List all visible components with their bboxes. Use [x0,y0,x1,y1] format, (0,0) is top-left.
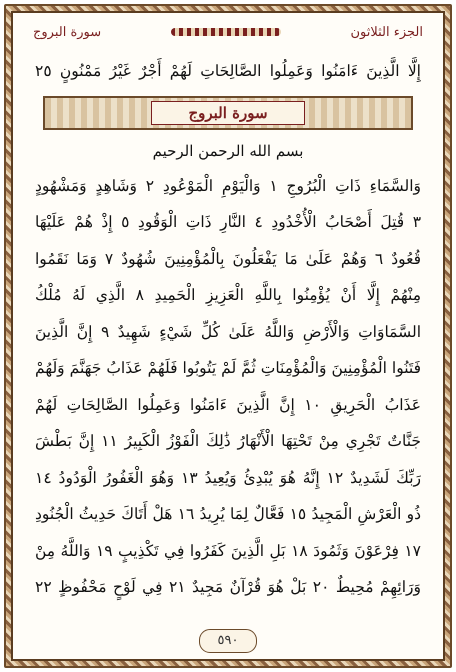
header-ornament-icon [171,28,281,36]
text-line: رَبِّكَ لَشَدِيدٌ ١٢ إِنَّهُ هُوَ يُبْدِئُ وَيُعِيدُ ١٣ وَهُوَ الْغَفُورُ الْوَدُودُ ١٤ [35,468,421,487]
text-lines [35,168,421,606]
text-line: قُعُودٌ ٦ وَهُمْ عَلَىٰ مَا يَفْعَلُونَ بِالْمُؤْمِنِينَ شُهُودٌ ٧ وَمَا نَقَمُوا [35,249,421,268]
page-header [33,21,423,43]
text-line: وَرَائِهِمْ مُحِيطٌ ٢٠ بَلْ هُوَ قُرْآنٌ مَجِيدٌ ٢١ فِي لَوْحٍ مَحْفُوظٍ ٢٢ [35,578,421,596]
text-line: ذُو الْعَرْشِ الْمَجِيدُ ١٥ فَعَّالٌ لِمَا يُرِيدُ ١٦ هَلْ أَتَاكَ حَدِيثُ الْجُنُودِ [35,505,421,523]
text-line-previous: إِلَّا الَّذِينَ ءَامَنُوا وَعَمِلُوا الصَّالِحَاتِ لَهُمْ أَجْرٌ غَيْرُ مَمْنُونٍ ٢٥ [35,62,421,80]
quran-text [35,53,421,623]
header-juz: الجزء الثلاثون [350,24,423,40]
text-line: مِنْهُمْ إِلَّا أَنْ يُؤْمِنُوا بِاللَّهِ الْعَزِيزِ الْحَمِيدِ ٨ الَّذِي لَهُ مُلْكُ [35,286,421,304]
page-footer [13,629,443,653]
text-line: وَالسَّمَاءِ ذَاتِ الْبُرُوجِ ١ وَالْيَوْمِ الْمَوْعُودِ ٢ وَشَاهِدٍ وَمَشْهُودٍ [35,176,421,195]
text-line: جَنَّاتٌ تَجْرِي مِنْ تَحْتِهَا الْأَنْهَارُ ذَٰلِكَ الْفَوْزُ الْكَبِيرُ ١١ إِنَّ بَطْشَ [35,432,421,450]
page-number: ٥٩٠ [199,629,257,653]
page-inner-area [11,11,445,661]
basmala: بسم الله الرحمن الرحيم [152,141,304,160]
text-line: فَتَنُوا الْمُؤْمِنِينَ وَالْمُؤْمِنَاتِ ثُمَّ لَمْ يَتُوبُوا فَلَهُمْ عَذَابُ جَهَنَّمَ وَلَهُمْ [35,359,421,377]
text-line: عَذَابُ الْحَرِيقِ ١٠ إِنَّ الَّذِينَ ءَامَنُوا وَعَمِلُوا الصَّالِحَاتِ لَهُمْ [35,395,421,414]
surah-title-banner [43,96,413,130]
text-line: السَّمَاوَاتِ وَالْأَرْضِ وَاللَّهُ عَلَىٰ كُلِّ شَيْءٍ شَهِيدٌ ٩ إِنَّ الَّذِينَ [35,322,421,341]
surah-title: سورة البروج [151,101,304,125]
header-surah: سورة البروج [33,24,102,40]
text-line: ١٧ فِرْعَوْنَ وَثَمُودَ ١٨ بَلِ الَّذِينَ كَفَرُوا فِي تَكْذِيبٍ ١٩ وَاللَّهُ مِنْ [35,541,421,560]
text-line: ٣ قُتِلَ أَصْحَابُ الْأُخْدُودِ ٤ النَّارِ ذَاتِ الْوَقُودِ ٥ إِذْ هُمْ عَلَيْهَا [35,213,421,231]
